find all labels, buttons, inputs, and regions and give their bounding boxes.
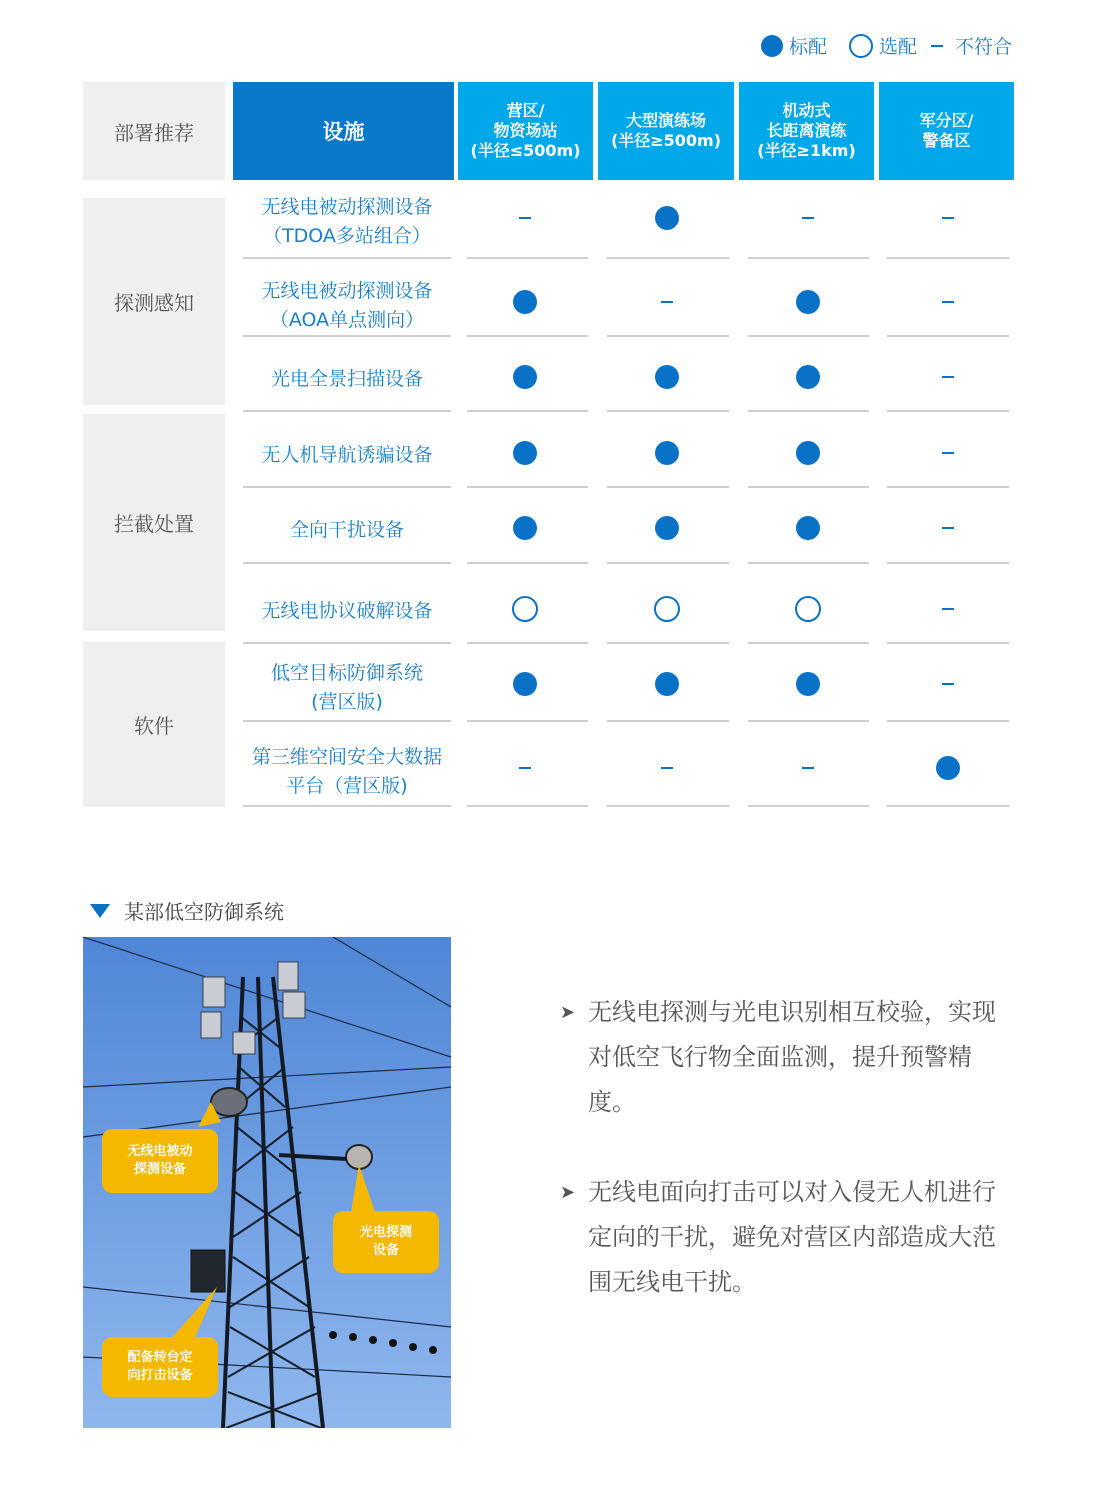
- header-deploy: 部署推荐: [83, 82, 225, 180]
- row-divider: [748, 562, 869, 564]
- callout-photoelectric-detection: 光电探测 设备: [333, 1211, 439, 1273]
- facility-name: 无人机导航诱骗设备: [261, 443, 433, 466]
- header-col-military-district: 军分区/ 警备区: [879, 82, 1014, 180]
- mark-standard: [655, 441, 679, 465]
- row-divider: [467, 720, 588, 722]
- optional-ring-icon: [849, 34, 873, 58]
- mark-standard: [513, 441, 537, 465]
- tower-photo: [83, 937, 451, 1428]
- mark-standard: [513, 290, 537, 314]
- row-divider: [887, 720, 1009, 722]
- mark-not-applicable: [942, 683, 954, 685]
- row-divider: [607, 335, 729, 337]
- mark-standard: [513, 516, 537, 540]
- facility-name: 无线电被动探测设备 （TDOA多站组合）: [261, 196, 433, 247]
- feature-text: 无线电探测与光电识别相互校验，实现对低空飞行物全面监测，提升预警精度。: [588, 998, 996, 1116]
- mark-standard: [655, 365, 679, 389]
- mark-not-applicable: [942, 301, 954, 303]
- mark-standard: [513, 672, 537, 696]
- row-divider: [243, 805, 451, 807]
- facility-name: 全向干扰设备: [289, 518, 404, 541]
- row-divider: [607, 257, 729, 259]
- mark-not-applicable: [802, 217, 814, 219]
- arrow-right-icon: ➤: [560, 1182, 576, 1203]
- mark-standard: [796, 516, 820, 540]
- mark-optional: [512, 596, 538, 622]
- facility-name: 无线电协议破解设备: [261, 599, 433, 622]
- mark-optional: [795, 596, 821, 622]
- row-divider: [887, 486, 1009, 488]
- row-divider: [607, 410, 729, 412]
- row-divider: [887, 642, 1009, 644]
- row-divider: [748, 805, 869, 807]
- row-divider: [243, 642, 451, 644]
- row-divider: [887, 805, 1009, 807]
- mark-optional: [654, 596, 680, 622]
- mark-standard: [513, 365, 537, 389]
- mark-standard: [655, 206, 679, 230]
- row-divider: [748, 257, 869, 259]
- mark-standard: [655, 516, 679, 540]
- row-divider: [748, 335, 869, 337]
- row-divider: [607, 642, 729, 644]
- row-divider: [467, 257, 588, 259]
- callout-directional-strike: 配备转台定 向打击设备: [102, 1337, 218, 1397]
- feature-list: [560, 990, 1010, 1350]
- legend-standard: 标配: [788, 36, 827, 58]
- mark-not-applicable: [942, 376, 954, 378]
- header-col-camp: 营区/ 物资场站 (半径≤500m): [458, 82, 593, 180]
- legend: [761, 32, 1012, 59]
- row-divider: [748, 486, 869, 488]
- category-detection: 探测感知: [83, 198, 225, 405]
- mark-standard: [796, 441, 820, 465]
- row-divider: [887, 257, 1009, 259]
- legend-optional: 选配: [878, 36, 917, 58]
- mark-standard: [655, 672, 679, 696]
- facility-name: 光电全景扫描设备: [270, 367, 423, 390]
- row-divider: [243, 335, 451, 337]
- facility-name: 低空目标防御系统 (营区版): [270, 662, 423, 713]
- facility-name: 第三维空间安全大数据 平台（营区版): [251, 746, 442, 797]
- row-divider: [467, 805, 588, 807]
- mark-not-applicable: [661, 301, 673, 303]
- mark-standard: [796, 365, 820, 389]
- row-divider: [243, 562, 451, 564]
- mark-not-applicable: [942, 608, 954, 610]
- facility-name: 无线电被动探测设备 （AOA单点测向）: [261, 280, 433, 331]
- feature-text: 无线电面向打击可以对入侵无人机进行定向的干扰，避免对营区内部造成大范围无线电干扰。: [588, 1178, 996, 1296]
- row-divider: [748, 720, 869, 722]
- mark-not-applicable: [942, 527, 954, 529]
- figure-title: 某部低空防御系统: [124, 900, 284, 924]
- row-divider: [607, 562, 729, 564]
- mark-standard: [796, 672, 820, 696]
- mark-not-applicable: [802, 767, 814, 769]
- figure-caption: [90, 896, 284, 925]
- mark-not-applicable: [942, 217, 954, 219]
- row-divider: [467, 486, 588, 488]
- row-divider: [607, 805, 729, 807]
- feature-item: [560, 990, 1010, 1125]
- row-divider: [887, 410, 1009, 412]
- row-divider: [887, 335, 1009, 337]
- mark-not-applicable: [519, 767, 531, 769]
- row-divider: [607, 720, 729, 722]
- row-divider: [243, 720, 451, 722]
- mark-not-applicable: [519, 217, 531, 219]
- callout-radio-detection: 无线电被动 探测设备: [102, 1129, 218, 1193]
- category-software: 软件: [83, 642, 225, 807]
- row-divider: [748, 410, 869, 412]
- arrow-right-icon: ➤: [560, 1002, 576, 1023]
- header-facility: 设施: [233, 82, 454, 180]
- row-divider: [887, 562, 1009, 564]
- standard-dot-icon: [761, 35, 783, 57]
- row-divider: [607, 486, 729, 488]
- header-col-training-ground: 大型演练场 (半径≥500m): [598, 82, 734, 180]
- row-divider: [467, 562, 588, 564]
- row-divider: [243, 410, 451, 412]
- header-col-mobile-exercise: 机动式 长距离演练 (半径≥1km): [739, 82, 874, 180]
- row-divider: [467, 410, 588, 412]
- row-divider: [748, 642, 869, 644]
- row-divider: [467, 335, 588, 337]
- dash-icon: [931, 45, 943, 47]
- mark-not-applicable: [942, 452, 954, 454]
- mark-not-applicable: [661, 767, 673, 769]
- mark-standard: [796, 290, 820, 314]
- row-divider: [467, 642, 588, 644]
- row-divider: [243, 257, 451, 259]
- feature-item: [560, 1170, 1010, 1305]
- category-interception: 拦截处置: [83, 414, 225, 631]
- triangle-down-icon: [90, 904, 110, 918]
- row-divider: [243, 486, 451, 488]
- legend-na: 不符合: [954, 36, 1012, 58]
- mark-standard: [936, 756, 960, 780]
